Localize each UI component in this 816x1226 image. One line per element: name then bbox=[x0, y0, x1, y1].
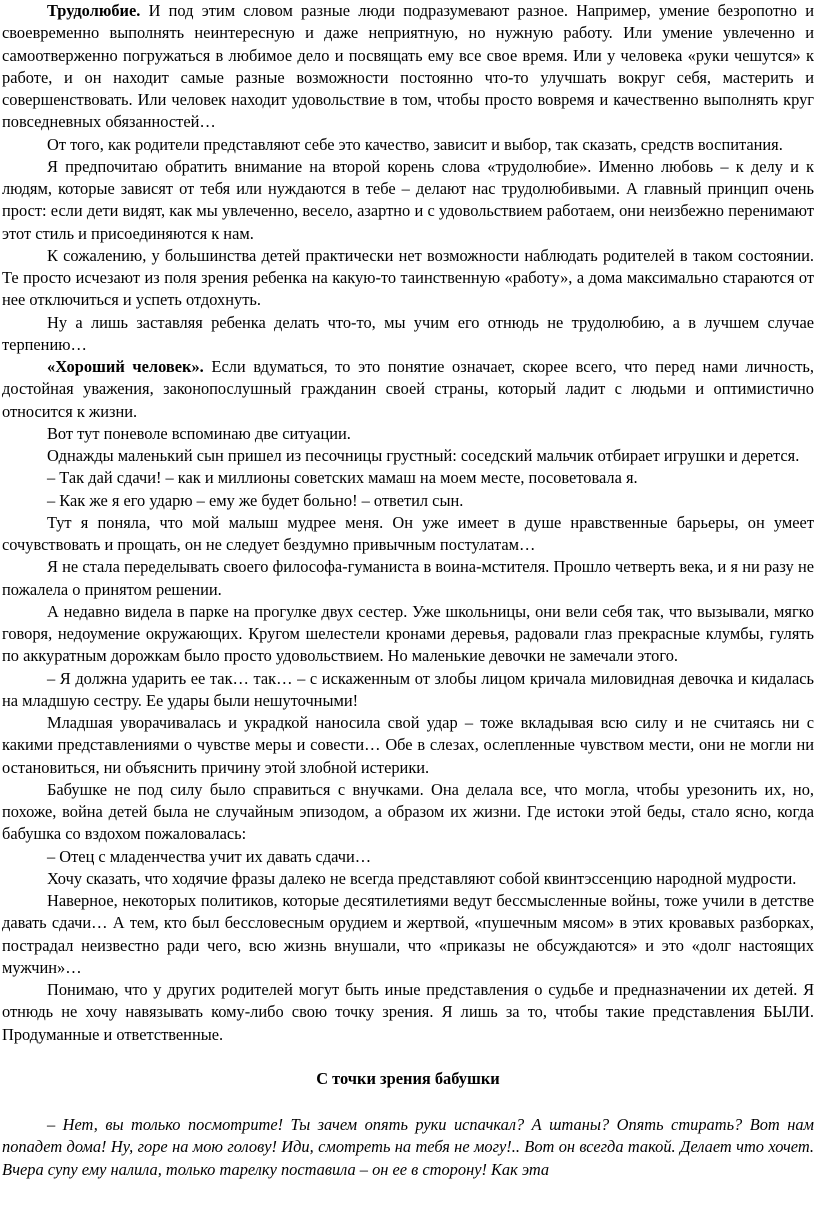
spacer bbox=[2, 1046, 814, 1068]
dialogue-line: – Отец с младенчества учит их давать сдачи… bbox=[47, 846, 372, 866]
spacer bbox=[2, 1090, 814, 1114]
paragraph: Ну а лишь заставляя ребенка делать что-то, мы учим его отнюдь не трудолюбию, а в лучшем случае терпению… bbox=[2, 312, 814, 354]
paragraph: Тут я поняла, что мой малыш мудрее меня. Он уже имеет в душе нравственные барьеры, он умеет сочувствовать и прощать, он не следует бездумно привычным постулатам… bbox=[2, 512, 814, 554]
paragraph: Хочу сказать, что ходячие фразы далеко не всегда представляют собой квинтэссенцию народной мудрости. bbox=[47, 868, 797, 888]
paragraph: К сожалению, у большинства детей практически нет возможности наблюдать родителей в таком состоянии. Те просто исчезают из поля зрения ребенка на какую-то таинственную «работу», а дома максимально стараются от нее отключиться и успеть отдохнуть. bbox=[2, 245, 814, 310]
dialogue-line: – Так дай сдачи! – как и миллионы советских мамаш на моем месте, посоветовала я. bbox=[47, 468, 638, 488]
paragraph: Бабушке не под силу было справиться с внучками. Она делала все, что могла, чтобы урезонить их, но, похоже, война детей была не случайным эпизодом, а образом их жизни. Где истоки этой беды, стало ясно, когда бабушка со вздохом пожаловалась: bbox=[2, 779, 814, 844]
paragraph: Наверное, некоторых политиков, которые десятилетиями ведут бессмысленные войны, тоже учили в детстве давать сдачи… А тем, кто был бессловесным орудием и жертвой, «пушечным мясом» в этих кровавых разборках, пострадал неизвестно ради чего, всю жизнь внушали, что «приказы не обсуждаются» и это «долг настоящих мужчин»… bbox=[2, 891, 814, 977]
dialogue-line: – Я должна ударить ее так… так… – с искаженным от злобы лицом кричала миловидная девочка и кидалась на младшую сестру. Ее удары были нешуточными! bbox=[2, 668, 814, 710]
paragraph: А недавно видела в парке на прогулке двух сестер. Уже школьницы, они вели себя так, что вызывали, мягко говоря, недоумение окружающих. Кругом шелестели кронами деревья, радовали глаз прекрасные клумбы, гулять по аккуратным дорожкам было просто удовольствием. Но маленькие девочки не замечали этого. bbox=[2, 601, 814, 666]
paragraph: От того, как родители представляют себе это качество, зависит и выбор, так сказать, средств воспитания. bbox=[47, 134, 783, 154]
paragraph: Вот тут поневоле вспоминаю две ситуации. bbox=[47, 423, 351, 443]
paragraph-good-person: «Хороший человек». Если вдуматься, то это понятие означает, скорее всего, что перед нами личность, достойная уважения, законопослушный гражданин своей страны, который ладит с людьми и оптимистично относится к жизни. bbox=[2, 357, 814, 421]
section-title: С точки зрения бабушки bbox=[316, 1068, 500, 1088]
paragraph-diligence: Трудолюбие. И под этим словом разные люди подразумевают разное. Например, умение безропотно и своевременно выполнять неинтересную и даже неприятную, но нужную работу. Или умение увлеченно и самоотверженно погружаться в любимое дело и посвящать ему все свое время. Или у человека «руки чешутся» к работе, и он находит самые разные возможности постоянно что-то улучшать вокруг себя, мастерить и совершенствовать. Или человек находит удовольствие в том, чтобы просто вовремя и качественно выполнять круг повседневных обязанностей… bbox=[2, 1, 814, 132]
paragraph: Однажды маленький сын пришел из песочницы грустный: соседский мальчик отбирает игрушки и дерется. bbox=[47, 446, 800, 465]
paragraph: Младшая уворачивалась и украдкой наносила свой удар – тоже вкладывая всю силу и не считаясь ни с какими представлениями о чувстве меры и совести… Обе в слезах, ослепленные чувством мести, они не могли ни остановиться, ни объяснить причину этой злобной истерики. bbox=[2, 713, 814, 777]
paragraph: Понимаю, что у других родителей могут быть иные представления о судьбе и предназначении их детей. Я отнюдь не хочу навязывать кому-либо свою точку зрения. Я лишь за то, чтобы такие представления БЫЛИ. Продуманные и ответственные. bbox=[2, 980, 814, 1044]
paragraph: Я не стала переделывать своего философа-гуманиста в воина-мстителя. Прошло четверть века, и я ни разу не пожалела о принятом решении. bbox=[2, 557, 814, 599]
paragraph: Я предпочитаю обратить внимание на второй корень слова «трудолюбие». Именно любовь – к делу и к людям, которые зависят от тебя или нуждаются в тебе – делают нас трудолюбивыми. А главный принцип очень прост: если дети видят, как мы увлеченно, весело, азартно и с удовольствием работаем, они неизбежно перенимают этот стиль и присоединяются к нам. bbox=[2, 156, 814, 243]
term-good-person: «Хороший человек». bbox=[47, 357, 204, 376]
italic-paragraph: – Нет, вы только посмотрите! Ты зачем опять руки испачкал? А штаны? Опять стирать? Вот нам попадет дома! Ну, горе на мою голову! Иди, смотреть на тебя не могу!.. Вот он всегда такой. Делает что хочет. Вчера супу ему налила, только тарелку поставила – он ее в сторону! Как эта bbox=[2, 1115, 814, 1179]
dialogue-line: – Как же я его ударю – ему же будет больно! – ответил сын. bbox=[47, 490, 464, 510]
term-diligence: Трудолюбие. bbox=[47, 1, 141, 20]
